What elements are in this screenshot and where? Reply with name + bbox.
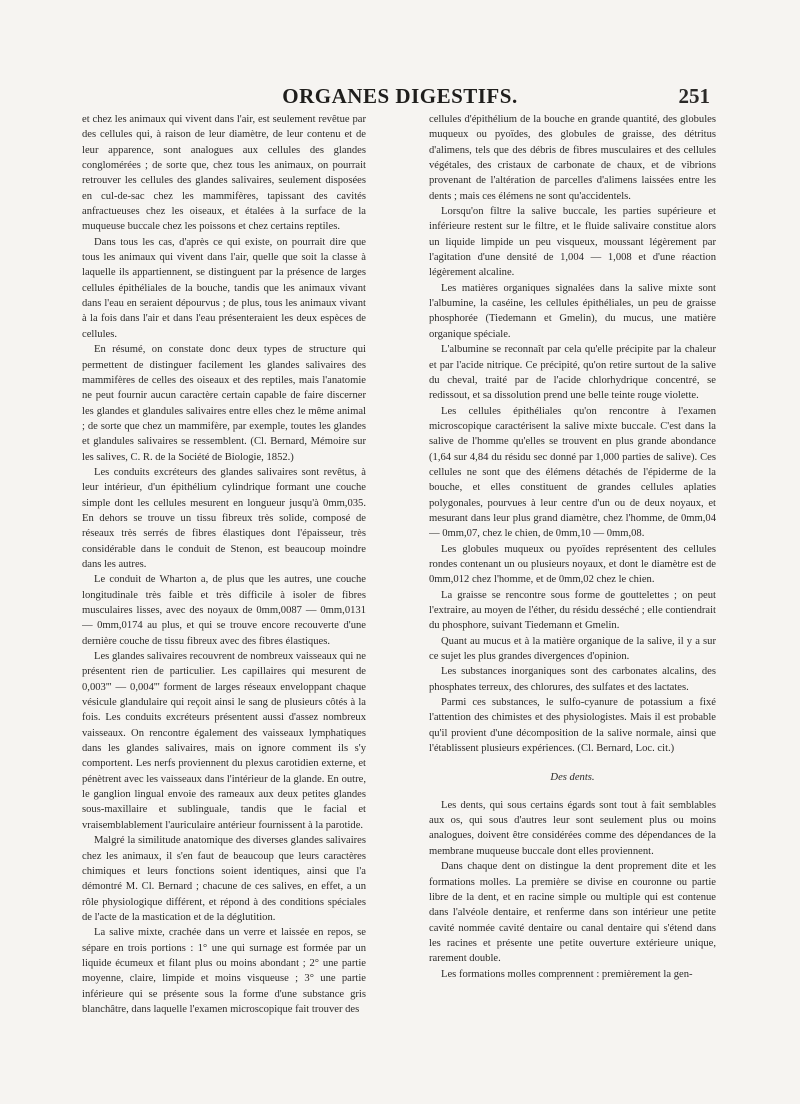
paragraph: Les dents, qui sous certains égards sont tout à fait semblables aux os, qui sous d'autres leur sont seulement plus ou moins analogues, doivent être considérées comme des dépendances de la membrane muqueuse buccale dont elles proviennent. bbox=[429, 799, 716, 857]
section-heading: Des dents. bbox=[550, 772, 595, 784]
paragraph: La salive mixte, crachée dans un verre et laissée en repos, se sépare en trois portions : 1° une qui surnage est formée par un liquide écumeux et filant plus ou moins abondant ; 2° une partie moyenne, claire, limpide et moins visqueuse ; 3° une partie inférieure qui se présente sous la forme d'une substance gris blanchâtre, dans laquelle l'examen microscopique fait trouver des bbox=[82, 927, 366, 1015]
paragraph: Lorsqu'on filtre la salive buccale, les parties supérieure et inférieure restent sur le filtre, et le fluide salivaire constitue alors un liquide limpide un peu visqueux, moussant légèrement par l'agitation d'une densité de 1,004 — 1,008 et d'une réaction légèrement alcaline. bbox=[429, 206, 716, 279]
paragraph: En résumé, on constate donc deux types de structure qui permettent de distinguer facilement les glandes salivaires des mammifères de celles des oiseaux et des reptiles, mais l'anatomie ne peut fournir aucun caractère certain capable de faire discerner les glandes et glandules salivaires entre elles chez le même animal ; de sorte que chez un mammifère, par exemple, toutes les glandes et glandules salivaires se ressemblent. (Cl. Bernard, Mémoire sur les salives, C. R. de la Société de Biologie, 1852.) bbox=[82, 344, 366, 463]
page-title: ORGANES DIGESTIFS. bbox=[282, 84, 518, 108]
paragraph: Le conduit de Wharton a, de plus que les autres, une couche longitudinale très faible et très difficile à isoler de fibres musculaires lisses, avec des noyaux de 0mm,0087 — 0mm,0131 — 0mm,0174 au plus, et qui se trouve encore recouverte d'une dernière couche de tissu fibreux avec des fibres élastiques. bbox=[82, 574, 366, 647]
paragraph: Malgré la similitude anatomique des diverses glandes salivaires chez les animaux, il s'en faut de beaucoup que leurs caractères chimiques et leurs fonctions soient identiques, ainsi que l'a démontré M. Cl. Bernard ; chacune de ces salives, en effet, a un rôle physiologique différent, et répond à des conditions spéciales de l'acte de la mastication et de la déglutition. bbox=[82, 835, 366, 923]
paragraph: cellules d'épithélium de la bouche en grande quantité, des globules muqueux ou pyoïdes, des globules de graisse, des détritus d'alimens, tels que des débris de fibres musculaires et des cellules végétales, des cristaux de carbonate de chaux, et de vibrions provenant de l'altération de parcelles d'alimens laissées entre les dents ; mais ces élémens ne sont qu'accidentels. bbox=[429, 114, 716, 202]
left-column bbox=[82, 112, 366, 1047]
paragraph: Les formations molles comprennent : premièrement la gen- bbox=[441, 968, 693, 980]
paragraph: Parmi ces substances, le sulfo-cyanure de potassium a fixé l'attention des chimistes et des physiologistes. Mais il est probable qu'il provient d'une décomposition de la salive normale, ainsi que l'établissent plusieurs expériences. (Cl. Bernard, Loc. cit.) bbox=[429, 697, 716, 755]
paragraph: et chez les animaux qui vivent dans l'air, est seulement revêtue par des cellules qui, à raison de leur diamètre, de leur contenu et de leur apparence, sont analogues aux cellules des glandes conglomérées ; de sorte que, chez tous les animaux, on pourrait retrouver les cellules des glandes salivaires, seulement disposées en cul-de-sac chez les mammifères, tapissant des cavités anfractueuses chez les oiseaux, et étalées à la surface de la muqueuse buccale chez les poissons et chez certains reptiles. bbox=[82, 114, 366, 233]
paragraph: L'albumine se reconnaît par cela qu'elle précipite par la chaleur et par l'acide nitrique. Ce précipité, qu'on retire surtout de la salive du cheval, traité par de l'acide chlorhydrique concentré, se redissout, et sa dissolution prend une belle teinte rouge violette. bbox=[429, 344, 716, 402]
paragraph: Quant au mucus et à la matière organique de la salive, il y a sur ce sujet les plus grandes divergences d'opinion. bbox=[429, 635, 716, 663]
paragraph: La graisse se rencontre sous forme de gouttelettes ; on peut l'extraire, au moyen de l'éther, du résidu desséché ; elle contiendrait du phosphore, suivant Tiedemann et Gmelin. bbox=[429, 589, 716, 632]
paragraph: Les globules muqueux ou pyoïdes représentent des cellules rondes contenant un ou plusieurs noyaux, et dont le diamètre est de 0mm,012 chez l'homme, et de 0mm,02 chez le chien. bbox=[429, 543, 716, 586]
paragraph: Les glandes salivaires recouvrent de nombreux vaisseaux qui ne présentent rien de particulier. Les capillaires qui mesurent de 0,003''' — 0,004''' forment de larges réseaux enveloppant chaque vésicule glandulaire qui reçoit ainsi le sang de plusieurs côtés à la fois. Les conduits excréteurs présentent aussi d'assez nombreux vaisseaux. On rencontre également des vaisseaux lymphatiques dans les glandes salivaires, mais on ignore comment ils s'y comportent. Les nerfs proviennent du plexus carotidien externe, et pénètrent avec les vaisseaux dans l'intérieur de la glande. En outre, le ganglion lingual envoie des rameaux aux deux petites glandes sous-maxillaire et sublinguale, tandis que le facial et vraisemblablement l'auriculaire antérieur fournissent à la parotide. bbox=[82, 651, 366, 831]
right-column bbox=[429, 112, 716, 1047]
paragraph: Les cellules épithéliales qu'on rencontre à l'examen microscopique caractérisent la salive mixte buccale. C'est dans la salive de l'homme qu'elles se trouvent en plus grande abondance (1,64 sur 4,84 du résidu sec donné par 1,000 parties de salive). Ces cellules ne sont que des élémens détachés de l'épiderme de la bouche, et elles constituent de grandes cellules aplaties polygonales, pourvues à leur centre d'un ou de deux noyaux, et mesurant dans leur plus grand diamètre, chez l'homme, de 0mm,04 — 0mm,07, chez le chien, de 0mm,10 — 0mm,08. bbox=[429, 405, 716, 540]
paragraph: Les matières organiques signalées dans la salive mixte sont l'albumine, la caséine, les cellules épithéliales, un peu de graisse phosphorée (Tiedemann et Gmelin), du mucus, une matière organique spéciale. bbox=[429, 282, 716, 340]
paragraph: Les substances inorganiques sont des carbonates alcalins, des phosphates terreux, des chlorures, des sulfates et des lactates. bbox=[429, 666, 716, 693]
running-header bbox=[0, 84, 800, 108]
paragraph: Les conduits excréteurs des glandes salivaires sont revêtus, à leur intérieur, d'un épithélium cylindrique formant une couche simple dont les cellules mesurent en longueur jusqu'à 0mm,035. En dehors se trouve un tissu fibreux très solide, composé de réseaux très serrés de fibres élastiques dont l'épaisseur, très considérable dans le conduit de Stenon, est beaucoup moindre dans les autres. bbox=[82, 466, 366, 570]
paragraph: Dans tous les cas, d'après ce qui existe, on pourrait dire que tous les animaux qui vivent dans l'air, quelle que soit la classe à laquelle ils appartiennent, se distinguent par la présence de larges cellules épithéliales de la bouche, tandis que les animaux vivant dans l'eau en seraient dépourvus ; de plus, tous les animaux vivant à la fois dans l'air et dans l'eau présenteraient les deux espèces de cellules. bbox=[82, 236, 366, 340]
paragraph: Dans chaque dent on distingue la dent proprement dite et les formations molles. La première se divise en couronne ou partie libre de la dent, et en racine simple ou multiple qui est contenue dans l'alvéole dentaire, et renferme dans son intérieur une petite cavité nommée cavité dentaire ou canal dentaire qui s'étend dans les racines et présente une petite ouverture extérieure unique, rarement double. bbox=[429, 861, 716, 965]
page-number: 251 bbox=[678, 84, 710, 108]
